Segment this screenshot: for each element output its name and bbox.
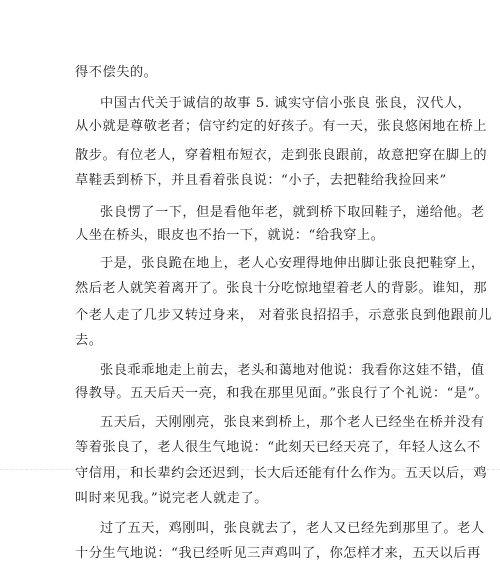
- text-line: 得教导。五天后天一亮，和我在那里见面。”张良行了个礼说：“是”。: [75, 386, 489, 401]
- text-line: 过了五天，鸡刚叫，张良就去了，老人又已经先到那里了。老人: [100, 521, 485, 536]
- text-line: 然后老人就笑着离开了。张良十分吃惊地望着老人的背影。谁知，那: [75, 281, 488, 296]
- text-line: 叫时来见我。”说完老人就走了。: [75, 491, 269, 506]
- text-line: 于是，张良跪在地上，老人心安理得地伸出脚让张良把鞋穿上，: [100, 256, 485, 271]
- text-line: 五天后，天刚刚亮，张良来到桥上，那个老人已经坐在桥并没有: [100, 415, 485, 430]
- text-line: 得不偿失的。: [75, 65, 158, 80]
- text-line: 十分生气地说：“我已经听见三声鸡叫了，你怎样才来，五天以后再: [75, 546, 481, 561]
- text-line: 张良乖乖地走上前去，老头和蔼地对他说：我看你这娃不错，值: [100, 363, 485, 378]
- text-line: 等着张良了，老人很生气地说：“此刻天已经天亮了，年轻人这么不: [75, 440, 481, 455]
- text-line: 草鞋丢到桥下，并且看着张良说：“小子，去把鞋给我捡回来”: [75, 173, 447, 188]
- text-line: 守信用，和长辈约会还迟到，长大后还能有什么作为。五天以后，鸡: [75, 466, 488, 481]
- text-line: 人坐在桥头，眼皮也不抬一下，就说：“给我穿上。: [75, 228, 385, 243]
- text-line: 中国古代关于诚信的故事 5. 诚实守信小张良 张良，汉代人，: [100, 96, 472, 111]
- text-line: 去。: [75, 333, 103, 348]
- text-line: 从小就是尊敬老者；信守约定的好孩子。有一天，张良悠闲地在桥上: [75, 119, 488, 134]
- text-line: 张良愣了一下，但是看他年老，就到桥下取回鞋子，递给他。老: [100, 205, 485, 220]
- text-line: 个老人走了几步又转过身来， 对着张良招招手，示意张良到他跟前儿: [75, 308, 492, 323]
- text-line: 散步。有位老人，穿着粗布短衣，走到张良跟前，故意把穿在脚上的: [75, 148, 488, 163]
